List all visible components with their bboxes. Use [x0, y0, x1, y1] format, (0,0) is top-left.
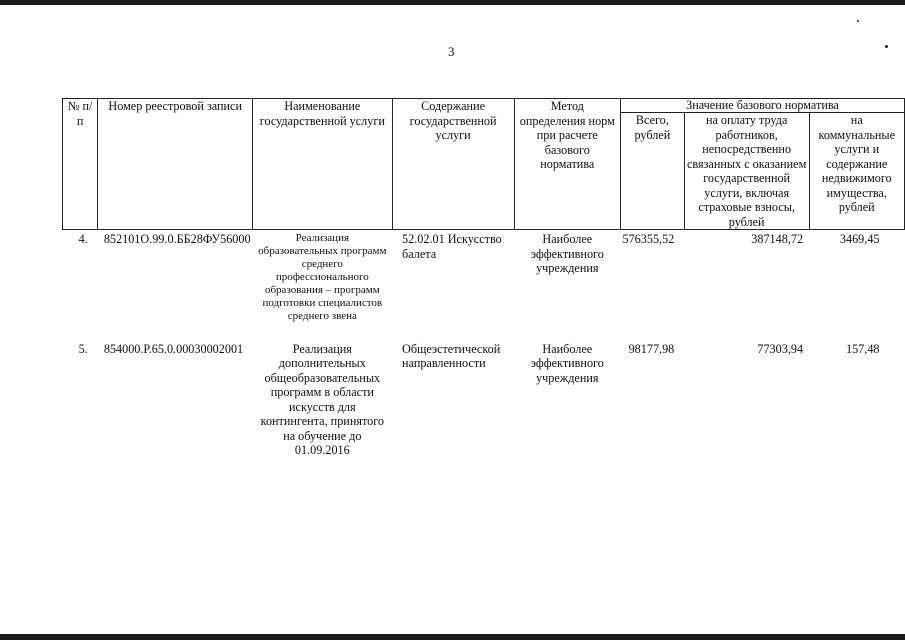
bottom-scan-edge — [0, 634, 905, 640]
top-scan-edge — [0, 0, 905, 5]
header-service-content: Содержание государственной услуги — [392, 99, 514, 230]
utilities-value: 157,48 — [845, 341, 880, 356]
header-utilities-costs: на коммунальные услуги и содержание недвижимого имущества, рублей — [809, 113, 904, 230]
service-name: Реализация образовательных программ среднего профессионального образования – программ подготовки специалистов среднего звена — [258, 232, 387, 322]
labor-value: 387148,72 — [751, 232, 804, 246]
table-row — [63, 340, 905, 458]
header-base-value-group: Значение базового норматива — [620, 99, 904, 113]
page-number: 3 — [448, 44, 455, 59]
registry-number: 852101О.99.0.ББ28ФУ56000 — [103, 232, 251, 246]
norm-method: Наиболее эффективного учреждения — [530, 232, 604, 275]
norm-method: Наиболее эффективного учреждения — [530, 341, 604, 385]
table-row — [63, 230, 905, 340]
labor-value: 77303,94 — [757, 341, 804, 356]
total-value: 98177,98 — [628, 341, 675, 356]
total-value: 576355,52 — [622, 232, 675, 246]
scan-speck — [885, 45, 888, 48]
header-total: Всего, рублей — [620, 113, 684, 230]
header-num: № п/п — [63, 99, 98, 230]
scan-speck — [857, 20, 859, 22]
registry-number: 854000.Р.65.0.00030002001 — [103, 341, 244, 356]
header-service-name: Наименование государственной услуги — [253, 99, 392, 230]
row-number: 5. — [78, 341, 88, 356]
row-number: 4. — [78, 232, 88, 246]
header-method: Метод определения норм при расчете базового норматива — [514, 99, 620, 230]
header-registry-number: Номер реестровой записи — [98, 99, 253, 230]
header-labor-costs: на оплату труда работников, непосредственно связанных с оказанием государственной услуги, включая страховые взносы, рублей — [684, 113, 809, 230]
base-norms-table — [62, 98, 905, 458]
utilities-value: 3469,45 — [839, 232, 880, 246]
service-content: Общеэстетической направленности — [402, 341, 501, 370]
service-content: 52.02.01 Искусство балета — [402, 232, 502, 261]
service-name: Реализация дополнительных общеобразовательных программ в области искусств для контингента, принятого на обучение до 01.09.2016 — [260, 341, 384, 457]
